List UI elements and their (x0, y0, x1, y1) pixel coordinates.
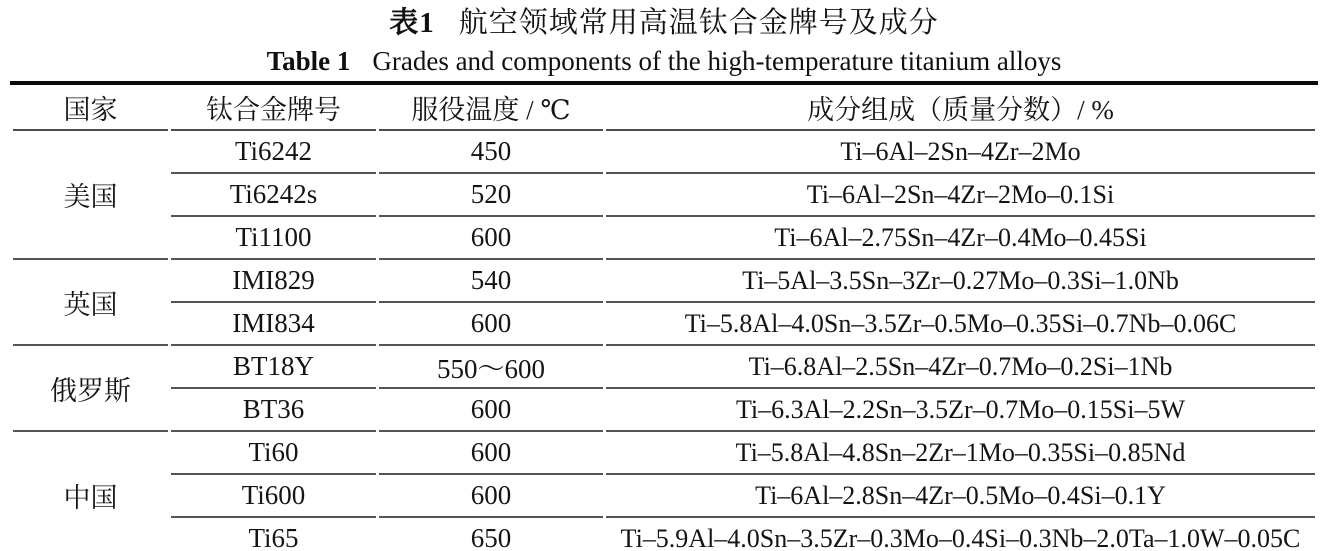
table-row (13, 475, 1315, 518)
grade-cell: Ti1100 (171, 217, 376, 260)
grade-cell: IMI829 (171, 260, 376, 303)
col-header-country: 国家 (13, 85, 168, 131)
table-caption-en-text: Grades and components of the high-temperature titanium alloys (372, 46, 1062, 76)
country-cell: 中国 (63, 483, 118, 513)
col-header-composition: 成分组成（质量分数）/ % (606, 85, 1315, 131)
temp-cell: 600 (379, 217, 603, 260)
grade-cell: Ti65 (248, 523, 299, 551)
table-row (13, 389, 1315, 432)
table-row (13, 217, 1315, 260)
table-caption-cn (0, 0, 1328, 41)
temp-cell: 650 (470, 523, 512, 551)
grade-cell: BT36 (171, 389, 376, 432)
table-row (13, 303, 1315, 346)
composition-cell: Ti–5.8Al–4.0Sn–3.5Zr–0.5Mo–0.35Si–0.7Nb–0.06C (606, 303, 1315, 346)
composition-cell: Ti–6Al–2.8Sn–4Zr–0.5Mo–0.4Si–0.1Y (606, 475, 1315, 518)
grade-cell: Ti60 (171, 432, 376, 475)
composition-cell: Ti–5Al–3.5Sn–3Zr–0.27Mo–0.3Si–1.0Nb (606, 260, 1315, 303)
temp-cell: 550～600 (379, 346, 603, 389)
header-row (13, 85, 1315, 131)
composition-cell: Ti–6.3Al–2.2Sn–3.5Zr–0.7Mo–0.15Si–5W (606, 389, 1315, 432)
temp-cell: 450 (379, 131, 603, 174)
col-header-temperature: 服役温度 / ℃ (379, 85, 603, 131)
table-row (13, 260, 1315, 303)
temp-cell: 600 (379, 389, 603, 432)
table-row (13, 432, 1315, 475)
grade-cell: BT18Y (171, 346, 376, 389)
composition-cell: Ti–6Al–2.75Sn–4Zr–0.4Mo–0.45Si (606, 217, 1315, 260)
country-cell: 美国 (13, 131, 168, 260)
composition-cell: Ti–6.8Al–2.5Sn–4Zr–0.7Mo–0.2Si–1Nb (606, 346, 1315, 389)
table-row (13, 518, 1315, 551)
country-cell: 俄罗斯 (13, 346, 168, 432)
col-header-grade: 钛合金牌号 (171, 85, 376, 131)
country-cell: 英国 (13, 260, 168, 346)
alloys-table-header (13, 85, 1315, 131)
temp-cell: 520 (379, 174, 603, 217)
grade-cell: Ti600 (171, 475, 376, 518)
table-caption-en-label: Table 1 (266, 46, 351, 76)
composition-cell: Ti–5.8Al–4.8Sn–2Zr–1Mo–0.35Si–0.85Nd (606, 432, 1315, 475)
table-caption-cn-label: 表1 (389, 7, 435, 39)
table-caption-cn-text: 航空领域常用高温钛合金牌号及成分 (458, 7, 939, 39)
composition-cell: Ti–6Al–2Sn–4Zr–2Mo–0.1Si (606, 174, 1315, 217)
temp-cell: 540 (379, 260, 603, 303)
table-caption-en (0, 45, 1328, 77)
table-row (13, 174, 1315, 217)
temp-cell: 600 (379, 432, 603, 475)
temp-cell: 600 (379, 303, 603, 346)
grade-cell: Ti6242 (171, 131, 376, 174)
table-row (13, 131, 1315, 174)
table-row (13, 346, 1315, 389)
grade-cell: Ti6242s (171, 174, 376, 217)
composition-cell: Ti–5.9Al–4.0Sn–3.5Zr–0.3Mo–0.4Si–0.3Nb–2.0Ta–1.0W–0.05C (620, 523, 1301, 551)
grade-cell: IMI834 (171, 303, 376, 346)
alloys-table-body (13, 131, 1315, 551)
alloys-table (10, 81, 1318, 551)
temp-cell: 600 (379, 475, 603, 518)
composition-cell: Ti–6Al–2Sn–4Zr–2Mo (606, 131, 1315, 174)
